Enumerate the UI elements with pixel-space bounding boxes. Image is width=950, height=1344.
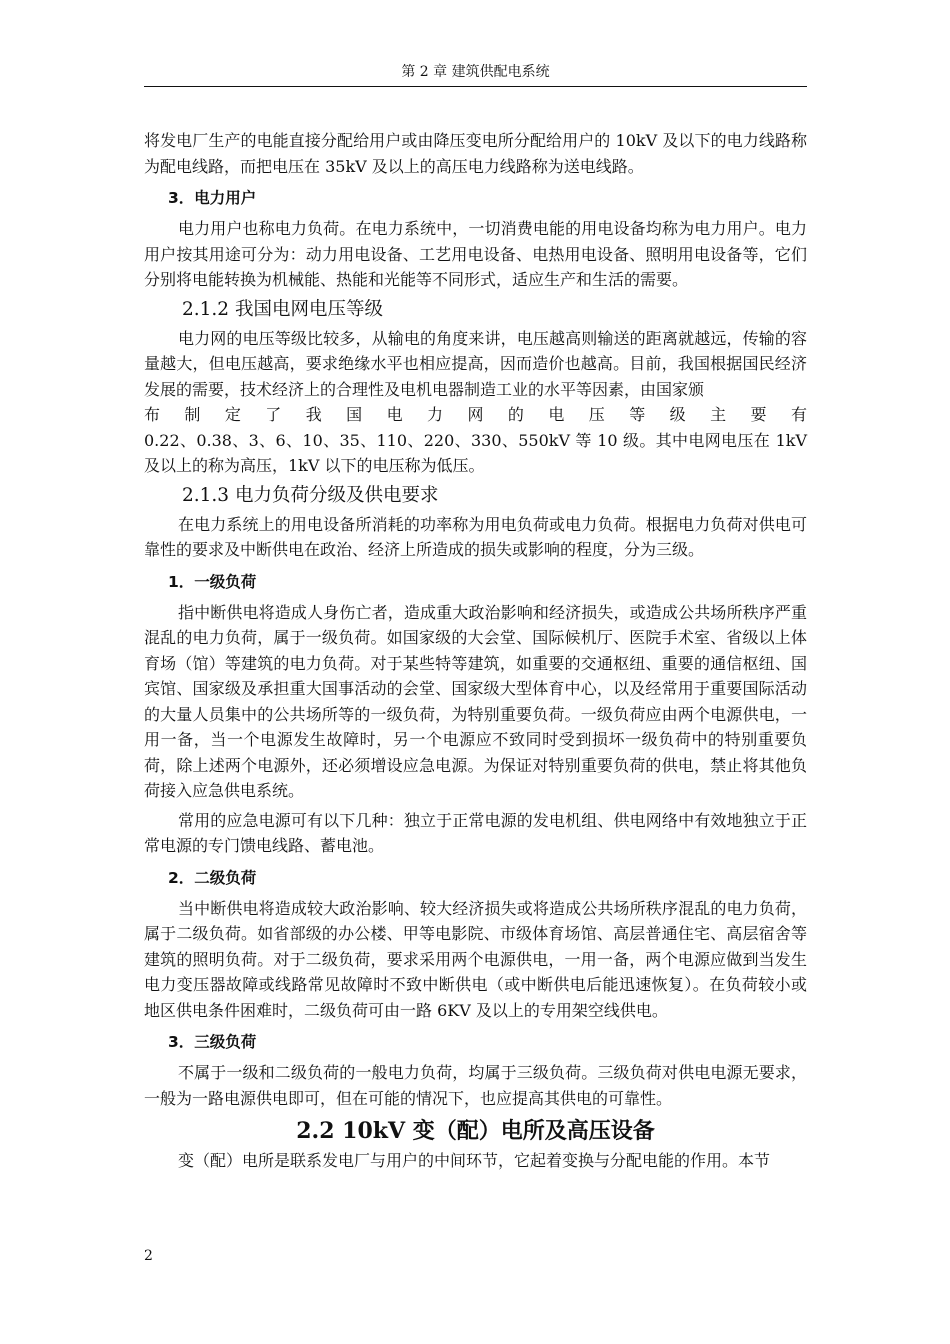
- paragraph-distribution-lines: 将发电厂生产的电能直接分配给用户或由降压变电所分配给用户的 10kV 及以下的电力线路称为配电线路，而把电压在 35kV 及以上的高压电力线路称为送电线路。: [144, 131, 807, 176]
- heading-power-users: 3．电力用户: [168, 189, 257, 207]
- heading-second-class-load: 2．二级负荷: [168, 868, 257, 887]
- running-header: 第 2 章 建筑供配电系统: [401, 64, 550, 80]
- heading-2-1-2: 2.1.2 我国电网电压等级: [182, 298, 383, 320]
- paragraph-second-class-load: 当中断供电将造成较大政治影响、较大经济损失或将造成公共场所秩序混乱的电力负荷，属于二级负荷。如省部级的办公楼、甲等电影院、市级体育场馆、高层普通住宅、高层宿舍等建筑的照明负荷。对于二级负荷，要求采用两个电源供电，一用一备，两个电源应做到当发生电力变压器故障或线路常见故障时不致中断供电（或中断供电后能迅速恢复）。在负荷较小或地区供电条件困难时，二级负荷可由一路 6KV 及以上的专用架空线供电。: [144, 898, 807, 1020]
- page-body: [144, 128, 807, 1174]
- heading-third-class-load: 3．三级负荷: [168, 1033, 257, 1051]
- heading-2-1-3: 2.1.3 电力负荷分级及供电要求: [182, 484, 439, 506]
- paragraph-voltage-levels-a: 电力网的电压等级比较多，从输电的角度来讲，电压越高则输送的距离就越远，传输的容量越大，但电压越高，要求绝缘水平也相应提高，因而造价也越高。目前，我国根据国民经济发展的需要，技术经济上的合理性及电机电器制造工业的水平等因素，由国家颁: [144, 328, 807, 399]
- paragraph-load-classification: 在电力系统上的用电设备所消耗的功率称为用电负荷或电力负荷。根据电力负荷对供电可靠性的要求及中断供电在政治、经济上所造成的损失或影响的程度，分为三级。: [144, 514, 807, 559]
- page-number: 2: [144, 1248, 153, 1264]
- header-rule: [144, 86, 807, 87]
- paragraph-emergency-power: 常用的应急电源可有以下几种：独立于正常电源的发电机组、供电网络中有效地独立于正常电源的专门馈电线路、蓄电池。: [144, 810, 807, 855]
- paragraph-first-class-load: 指中断供电将造成人身伤亡者，造成重大政治影响和经济损失，或造成公共场所秩序严重混乱的电力负荷，属于一级负荷。如国家级的大会堂、国际候机厅、医院手术室、省级以上体育场（馆）等建筑的电力负荷。对于某些特等建筑，如重要的交通枢纽、重要的通信枢纽、国宾馆、国家级及承担重大国事活动的会堂、国家级大型体育中心，以及经常用于重要国际活动的大量人员集中的公共场所等的一级负荷，为特别重要负荷。一级负荷应由两个电源供电，一用一备，当一个电源发生故障时，另一个电源应不致同时受到损坏一级负荷中的特别重要负荷，除上述两个电源外，还必须增设应急电源。为保证对特别重要负荷的供电，禁止将其他负荷接入应急供电系统。: [144, 602, 807, 800]
- paragraph-voltage-levels-b: 布 制 定 了 我 国 电 力 网 的 电 压 等 级 主 要 有: [144, 405, 807, 424]
- heading-first-class-load: 1．一级负荷: [168, 572, 257, 591]
- paragraph-substation-intro: 变（配）电所是联系发电厂与用户的中间环节，它起着变换与分配电能的作用。本节: [178, 1151, 771, 1170]
- heading-2-2: 2.2 10kV 变（配）电所及高压设备: [296, 1118, 655, 1144]
- paragraph-power-users: 电力用户也称电力负荷。在电力系统中，一切消费电能的用电设备均称为电力用户。电力用户按其用途可分为：动力用电设备、工艺用电设备、电热用电设备、照明用电设备等，它们分别将电能转换为机械能、热能和光能等不同形式，适应生产和生活的需要。: [144, 219, 807, 289]
- paragraph-voltage-levels-c: 0.22、0.38、3、6、10、35、110、220、330、550kV 等 10 级。其中电网电压在 1kV 及以上的称为高压，1kV 以下的电压称为低压。: [144, 430, 807, 475]
- paragraph-third-class-load: 不属于一级和二级负荷的一般电力负荷，均属于三级负荷。三级负荷对供电电源无要求，一般为一路电源供电即可，但在可能的情况下，也应提高其供电的可靠性。: [144, 1063, 807, 1108]
